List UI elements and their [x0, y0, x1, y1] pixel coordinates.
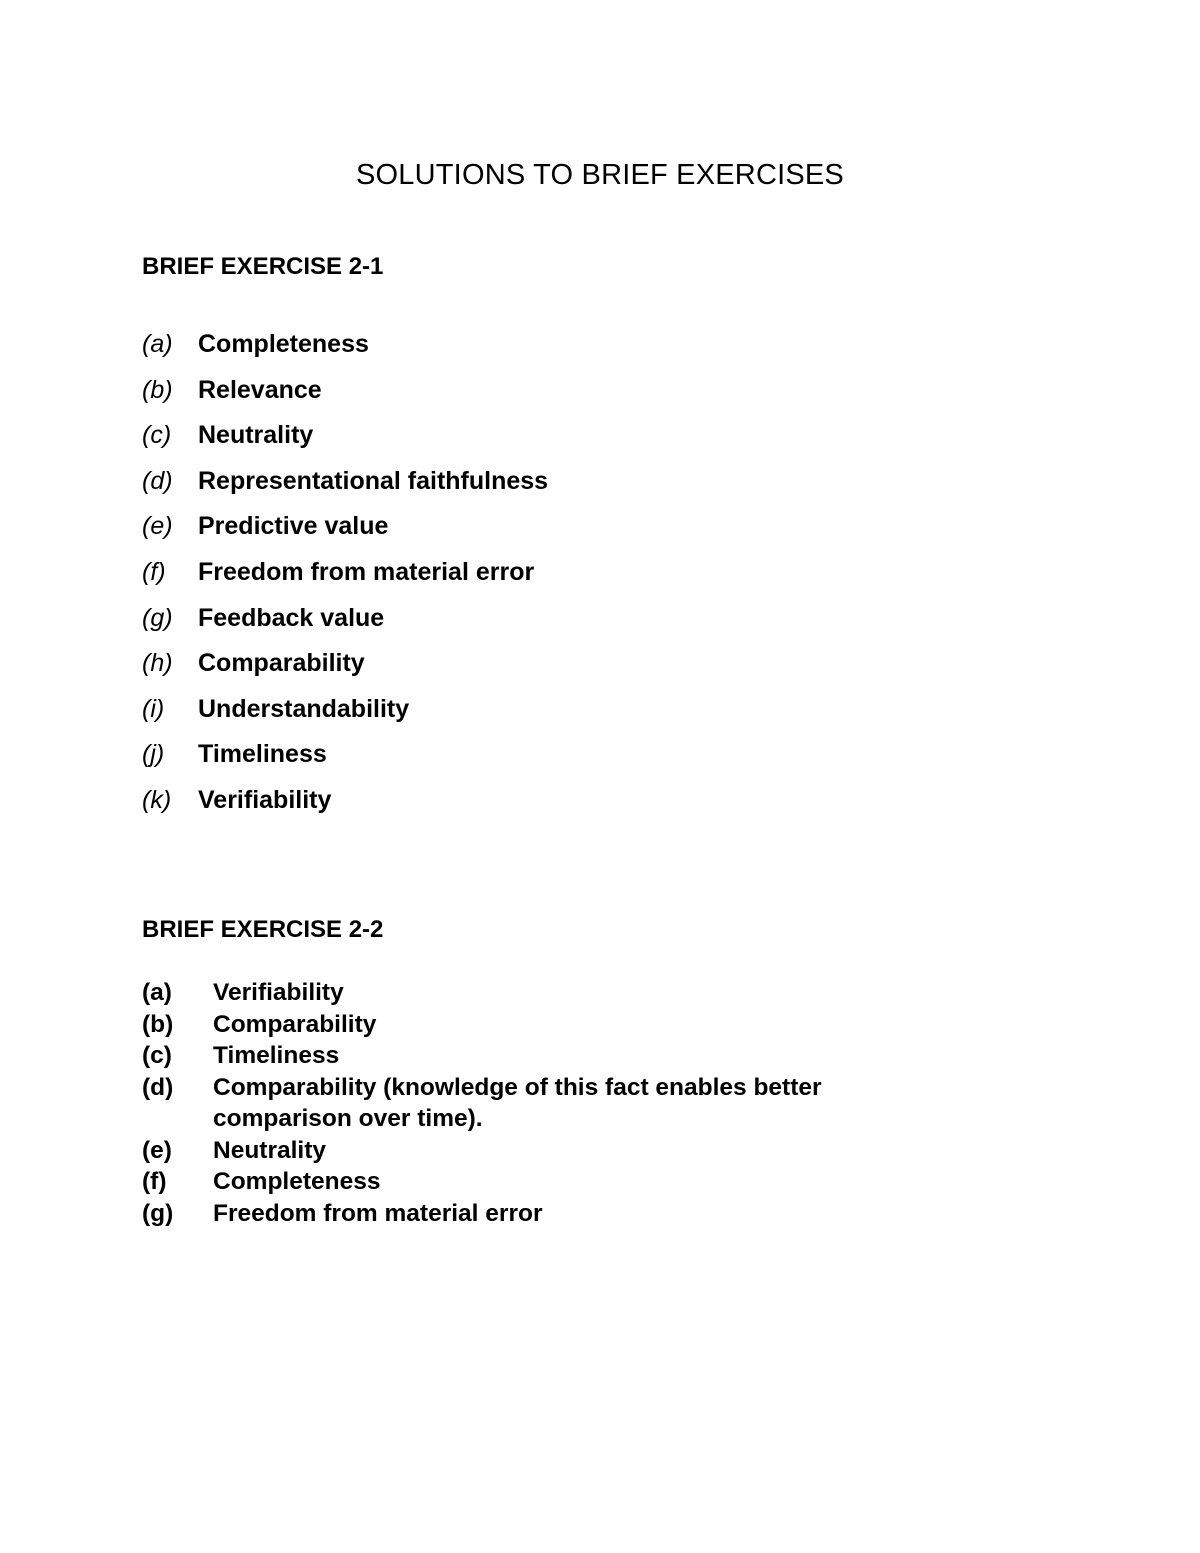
item-answer: Understandability — [198, 694, 410, 723]
item-letter: (c) — [142, 421, 172, 450]
list-item — [142, 1166, 933, 1198]
item-answer: Predictive value — [198, 512, 389, 541]
item-answer: Feedback value — [198, 603, 385, 632]
exercise-2-1-heading: BRIEF EXERCISE 2-1 — [142, 253, 384, 280]
list-item — [142, 784, 548, 830]
item-answer: Neutrality — [213, 1136, 327, 1164]
item-letter: (d) — [142, 466, 173, 495]
list-item — [142, 1040, 933, 1072]
list-item — [142, 647, 548, 693]
list-item — [142, 328, 548, 374]
item-letter: (h) — [142, 649, 173, 678]
item-answer: Comparability — [198, 649, 365, 678]
item-answer: Timeliness — [198, 740, 327, 769]
item-letter: (g) — [142, 603, 173, 632]
item-answer: Freedom from material error — [198, 557, 535, 586]
exercise-2-2-heading: BRIEF EXERCISE 2-2 — [142, 916, 384, 943]
list-item — [142, 374, 548, 420]
item-letter: (g) — [142, 1199, 174, 1227]
exercise-2-2-answer-list — [142, 977, 933, 1229]
list-item — [142, 693, 548, 739]
item-answer: Completeness — [198, 330, 369, 358]
item-letter: (c) — [142, 1042, 172, 1069]
item-letter: (k) — [142, 785, 172, 814]
list-item — [142, 465, 548, 511]
item-letter: (a) — [142, 330, 173, 358]
item-answer: Relevance — [198, 375, 322, 404]
item-answer: Comparability — [213, 1010, 377, 1038]
item-letter: (j) — [142, 740, 165, 769]
list-item — [142, 556, 548, 602]
item-letter: (e) — [142, 512, 173, 541]
list-item — [142, 419, 548, 465]
list-item — [142, 602, 548, 648]
item-answer: Representational faithfulness — [198, 466, 549, 495]
list-item — [142, 1072, 933, 1135]
item-answer: Neutrality — [198, 421, 314, 450]
item-letter: (a) — [142, 979, 172, 1006]
item-letter: (d) — [142, 1073, 174, 1101]
item-answer: Completeness — [213, 1168, 381, 1195]
item-answer: Verifiability — [198, 785, 332, 814]
item-answer: Freedom from material error — [213, 1199, 543, 1227]
page-title: SOLUTIONS TO BRIEF EXERCISES — [356, 159, 844, 191]
list-item — [142, 738, 548, 784]
item-letter: (f) — [142, 557, 166, 586]
list-item — [142, 510, 548, 556]
item-letter: (b) — [142, 375, 173, 404]
item-answer: Timeliness — [213, 1042, 340, 1069]
list-item — [142, 1009, 933, 1041]
item-answer: Comparability (knowledge of this fact enables better comparison over time). — [213, 1073, 822, 1132]
item-answer: Verifiability — [213, 979, 344, 1006]
item-letter: (i) — [142, 694, 165, 723]
list-item — [142, 1198, 933, 1230]
list-item — [142, 977, 933, 1009]
item-letter: (b) — [142, 1010, 174, 1038]
item-letter: (e) — [142, 1136, 172, 1164]
exercise-2-1-answer-list — [142, 328, 548, 830]
list-item — [142, 1135, 933, 1167]
item-letter: (f) — [142, 1168, 167, 1195]
